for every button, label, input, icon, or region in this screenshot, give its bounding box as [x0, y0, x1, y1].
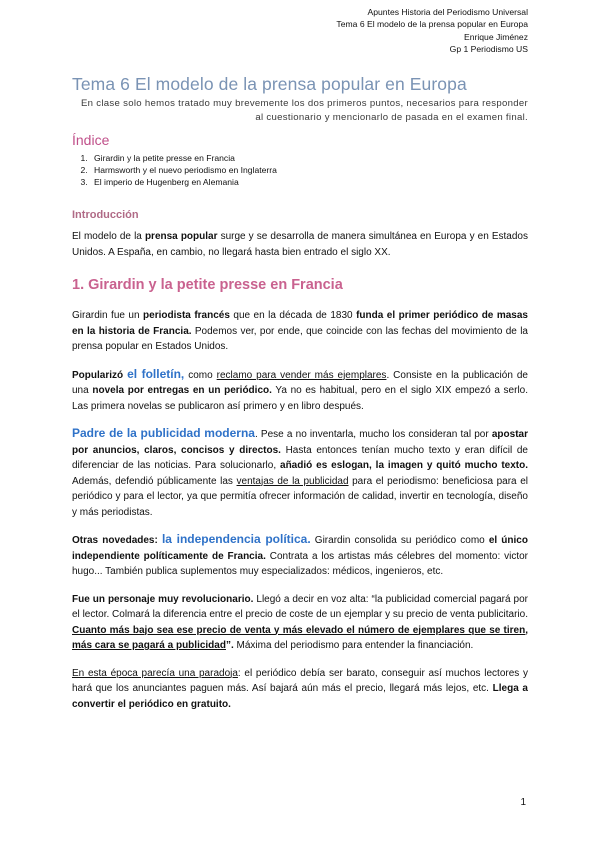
header-group: Gp 1 Periodismo US	[449, 44, 528, 55]
paragraph-paradoja	[72, 666, 528, 713]
text-run: Máxima del periodismo para entender la financiación.	[233, 640, 474, 651]
text-run: : el periódico debía ser barato, conseguir así muchos lectores y hará que los anunciantes paguen más. Así bajará aún más el precio, llegará más lejos, etc.	[72, 667, 528, 694]
bold-run: añadió es eslogan, la imagen y quitó mucho texto.	[280, 460, 529, 471]
text-run: como	[184, 369, 217, 381]
bold-run: Popularizó	[72, 369, 128, 381]
text-run: Hasta entonces tenían mucho texto y eran difícil de diferenciar de las noticias. Para solucionarlo,	[72, 444, 528, 471]
document-body	[72, 73, 528, 712]
document-title: Tema 6 El modelo de la prensa popular en Europa	[72, 74, 467, 94]
text-run: Girardin consolida su periódico como	[310, 535, 489, 546]
running-header	[336, 6, 528, 56]
text-run: Llegó a decir en voz alta: “la publicidad comercial pagará por el lector. Colmará la diferencia entre el precio de coste de un ejemplar y su precio de venta publicitario.	[72, 593, 528, 620]
text-run: . Pese a no inventarla, mucho los consideran tal por	[254, 429, 492, 440]
text-run: Ya no es habitual, pero en el siglo XIX empezó a serlo. Las primera novelas se publicaron así primero y en libro después.	[72, 385, 529, 412]
bold-run: Llega a convertir el periódico en gratuito.	[72, 683, 528, 710]
text-run: Podemos ver, por ende, que coincide con las fechas del movimiento de la prensa popular en Estados Unidos.	[72, 325, 528, 352]
toc-item: 1. Girardin y la petite presse en Francia	[90, 152, 528, 164]
text-run: que en la década de 1830	[229, 310, 357, 321]
page-number: 1	[520, 797, 526, 808]
intro-heading: Introducción	[72, 209, 139, 221]
bold-run: periodista francés	[143, 310, 230, 321]
header-author: Enrique Jiménez	[463, 31, 528, 42]
underline-run: reclamo para vender más ejemplares	[216, 369, 387, 381]
bold-run: apostar por anuncios, claros, concisos y directos.	[72, 429, 528, 456]
paragraph-revolucionario	[72, 592, 528, 654]
highlight-run: Padre de la publicidad moderna	[72, 426, 255, 440]
section-heading: 1. Girardin y la petite presse en Francia	[72, 277, 343, 293]
underline-run: ventajas de la publicidad	[236, 475, 349, 487]
paragraph-independencia	[72, 532, 528, 580]
text-run: surge y se desarrolla de manera simultánea en Europa y en Estados Unidos. A España, en cambio, no llegará hasta bien entrado el siglo XX.	[72, 231, 528, 258]
text-run: Además, defendió públicamente las	[72, 475, 237, 487]
index-heading: Índice	[72, 132, 110, 148]
bold-run: prensa popular	[144, 231, 218, 242]
highlight-run: el folletín,	[127, 366, 185, 381]
bold-run: Otras novedades:	[72, 535, 162, 546]
bold-run: novela por entregas en un periódico.	[92, 385, 272, 396]
paragraph-folletin	[72, 367, 528, 415]
bold-run: el único independiente políticamente de Francia.	[72, 535, 528, 562]
intro-paragraph	[72, 229, 528, 260]
header-course: Apuntes Historia del Periodismo Universal	[367, 7, 528, 17]
table-of-contents	[72, 152, 528, 188]
text-run: Girardin fue un	[72, 310, 144, 321]
text-run: . Consiste en la publicación de una	[72, 369, 528, 396]
text-run: para el periodismo: beneficiosa para el periódico y para el lector, ya que permitía ofrecer información de calidad, invertir en tecnología, diseño y más periodistas.	[72, 475, 529, 518]
header-topic: Tema 6 El modelo de la prensa popular en Europa	[336, 19, 528, 30]
bold-run: ”.	[225, 640, 234, 651]
highlight-run: la independencia política.	[161, 532, 311, 546]
document-subtitle: En clase solo hemos tratado muy brevemente los dos primeros puntos, necesarios para responder al cuestionario y mencionarlo de pasada en el examen final.	[80, 98, 528, 123]
toc-item: 2. Harmsworth y el nuevo periodismo en Inglaterra	[90, 164, 528, 176]
paragraph-girardin	[72, 308, 528, 355]
text-run: Contrata a los artistas más célebres del momento: victor hugo... También publica suplementos muy especializados: médicos, ingenieros, etc.	[72, 550, 528, 577]
paragraph-publicidad	[72, 426, 528, 520]
bold-underline-run: Cuanto más bajo sea ese precio de venta y más elevado el número de ejemplares que se tiren, más cara se pagará a publicidad	[72, 624, 528, 651]
underline-run: En esta época parecía una paradoja	[72, 667, 238, 679]
text-run: El modelo de la	[72, 231, 145, 242]
toc-item: 3. El imperio de Hugenberg en Alemania	[90, 176, 528, 188]
bold-run: Fue un personaje muy revolucionario.	[72, 593, 254, 605]
bold-run: funda el primer periódico de masas en la historia de Francia.	[72, 310, 528, 337]
